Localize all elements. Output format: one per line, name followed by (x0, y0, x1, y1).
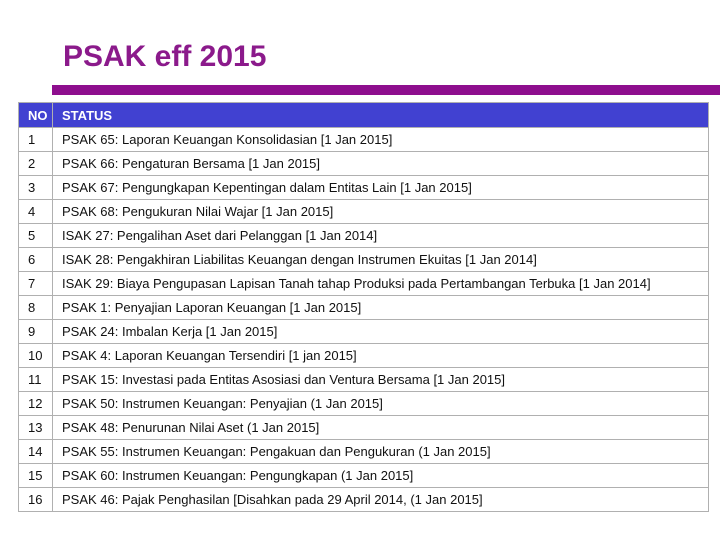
row-no: 8 (19, 296, 53, 320)
table-row (19, 416, 709, 440)
row-status: ISAK 29: Biaya Pengupasan Lapisan Tanah tahap Produksi pada Pertambangan Terbuka [1 Jan 2014] (53, 272, 709, 296)
header-no: NO (19, 103, 53, 128)
row-no: 9 (19, 320, 53, 344)
table-row (19, 368, 709, 392)
row-no: 15 (19, 464, 53, 488)
table-row (19, 296, 709, 320)
row-status: PSAK 65: Laporan Keuangan Konsolidasian [1 Jan 2015] (53, 128, 709, 152)
row-no: 11 (19, 368, 53, 392)
table-row (19, 200, 709, 224)
table-row (19, 440, 709, 464)
row-status: PSAK 24: Imbalan Kerja [1 Jan 2015] (53, 320, 709, 344)
row-status: PSAK 60: Instrumen Keuangan: Pengungkapan (1 Jan 2015] (53, 464, 709, 488)
table-row (19, 392, 709, 416)
accent-divider (52, 85, 720, 95)
table-row (19, 488, 709, 512)
row-no: 4 (19, 200, 53, 224)
page-title: PSAK eff 2015 (63, 40, 267, 73)
row-no: 10 (19, 344, 53, 368)
row-status: PSAK 66: Pengaturan Bersama [1 Jan 2015] (53, 152, 709, 176)
row-no: 1 (19, 128, 53, 152)
row-no: 16 (19, 488, 53, 512)
row-status: PSAK 48: Penurunan Nilai Aset (1 Jan 2015] (53, 416, 709, 440)
row-no: 12 (19, 392, 53, 416)
table-row (19, 272, 709, 296)
table-row (19, 224, 709, 248)
row-status: PSAK 46: Pajak Penghasilan [Disahkan pada 29 April 2014, (1 Jan 2015] (53, 488, 709, 512)
header-status: STATUS (53, 103, 709, 128)
row-status: PSAK 1: Penyajian Laporan Keuangan [1 Jan 2015] (53, 296, 709, 320)
row-no: 2 (19, 152, 53, 176)
row-status: PSAK 55: Instrumen Keuangan: Pengakuan dan Pengukuran (1 Jan 2015] (53, 440, 709, 464)
table-row (19, 320, 709, 344)
row-status: ISAK 27: Pengalihan Aset dari Pelanggan [1 Jan 2014] (53, 224, 709, 248)
row-status: ISAK 28: Pengakhiran Liabilitas Keuangan dengan Instrumen Ekuitas [1 Jan 2014] (53, 248, 709, 272)
table-row (19, 152, 709, 176)
table-row (19, 344, 709, 368)
row-no: 14 (19, 440, 53, 464)
table-row (19, 248, 709, 272)
status-table (18, 102, 709, 512)
row-no: 13 (19, 416, 53, 440)
table-row (19, 128, 709, 152)
table-row (19, 176, 709, 200)
row-no: 3 (19, 176, 53, 200)
row-no: 7 (19, 272, 53, 296)
row-no: 5 (19, 224, 53, 248)
row-status: PSAK 4: Laporan Keuangan Tersendiri [1 jan 2015] (53, 344, 709, 368)
row-status: PSAK 67: Pengungkapan Kepentingan dalam Entitas Lain [1 Jan 2015] (53, 176, 709, 200)
row-status: PSAK 68: Pengukuran Nilai Wajar [1 Jan 2015] (53, 200, 709, 224)
table-header-row (19, 103, 709, 128)
row-status: PSAK 50: Instrumen Keuangan: Penyajian (1 Jan 2015] (53, 392, 709, 416)
row-status: PSAK 15: Investasi pada Entitas Asosiasi dan Ventura Bersama [1 Jan 2015] (53, 368, 709, 392)
table-row (19, 464, 709, 488)
row-no: 6 (19, 248, 53, 272)
